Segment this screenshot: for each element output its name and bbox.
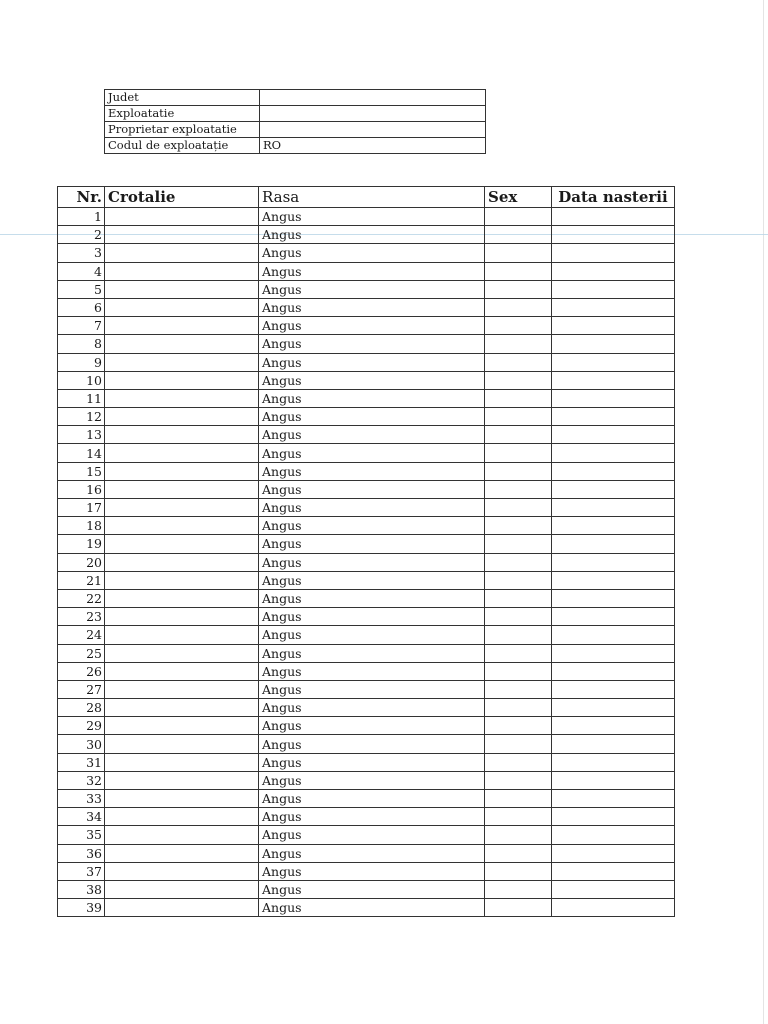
row-number: 11 — [58, 389, 105, 407]
data-nasterii-cell[interactable] — [552, 499, 675, 517]
row-number: 6 — [58, 298, 105, 316]
row-number: 27 — [58, 680, 105, 698]
table-row — [58, 626, 675, 644]
farm-info-row — [105, 106, 486, 122]
table-row — [58, 208, 675, 226]
rasa-cell: Angus — [259, 408, 485, 426]
sex-cell[interactable] — [485, 826, 552, 844]
crotalie-cell[interactable] — [105, 790, 259, 808]
sex-cell[interactable] — [485, 317, 552, 335]
registry-header-row — [58, 187, 675, 208]
rasa-cell: Angus — [259, 735, 485, 753]
data-nasterii-cell[interactable] — [552, 862, 675, 880]
rasa-cell: Angus — [259, 244, 485, 262]
sex-cell[interactable] — [485, 426, 552, 444]
farm-info-label: Exploatatie — [105, 106, 260, 122]
farm-info-label: Proprietar exploatatie — [105, 122, 260, 138]
data-nasterii-cell[interactable] — [552, 790, 675, 808]
header-sex: Sex — [485, 187, 552, 208]
farm-info-table — [104, 89, 486, 154]
farm-info-label: Codul de exploatație — [105, 138, 260, 154]
data-nasterii-cell[interactable] — [552, 444, 675, 462]
row-number: 20 — [58, 553, 105, 571]
rasa-cell: Angus — [259, 826, 485, 844]
sex-cell[interactable] — [485, 226, 552, 244]
row-number: 39 — [58, 899, 105, 917]
data-nasterii-cell[interactable] — [552, 717, 675, 735]
rasa-cell: Angus — [259, 608, 485, 626]
rasa-cell: Angus — [259, 589, 485, 607]
row-number: 16 — [58, 480, 105, 498]
crotalie-cell[interactable] — [105, 244, 259, 262]
crotalie-cell[interactable] — [105, 335, 259, 353]
table-row — [58, 226, 675, 244]
farm-info-value-field[interactable]: RO — [260, 138, 486, 154]
table-row — [58, 444, 675, 462]
row-number: 18 — [58, 517, 105, 535]
data-nasterii-cell[interactable] — [552, 899, 675, 917]
data-nasterii-cell[interactable] — [552, 880, 675, 898]
rasa-cell: Angus — [259, 899, 485, 917]
rasa-cell: Angus — [259, 480, 485, 498]
rasa-cell: Angus — [259, 335, 485, 353]
data-nasterii-cell[interactable] — [552, 353, 675, 371]
table-row — [58, 644, 675, 662]
sex-cell[interactable] — [485, 699, 552, 717]
row-number: 8 — [58, 335, 105, 353]
rasa-cell: Angus — [259, 717, 485, 735]
crotalie-cell[interactable] — [105, 408, 259, 426]
rasa-cell: Angus — [259, 208, 485, 226]
sex-cell[interactable] — [485, 608, 552, 626]
rasa-cell: Angus — [259, 426, 485, 444]
row-number: 21 — [58, 571, 105, 589]
sex-cell[interactable] — [485, 444, 552, 462]
table-row — [58, 880, 675, 898]
row-number: 32 — [58, 771, 105, 789]
crotalie-cell[interactable] — [105, 608, 259, 626]
table-row — [58, 480, 675, 498]
crotalie-cell[interactable] — [105, 480, 259, 498]
rasa-cell: Angus — [259, 571, 485, 589]
crotalie-cell[interactable] — [105, 771, 259, 789]
row-number: 19 — [58, 535, 105, 553]
crotalie-cell[interactable] — [105, 462, 259, 480]
row-number: 1 — [58, 208, 105, 226]
data-nasterii-cell[interactable] — [552, 553, 675, 571]
table-row — [58, 462, 675, 480]
data-nasterii-cell[interactable] — [552, 280, 675, 298]
sex-cell[interactable] — [485, 862, 552, 880]
sex-cell[interactable] — [485, 208, 552, 226]
row-number: 37 — [58, 862, 105, 880]
data-nasterii-cell[interactable] — [552, 680, 675, 698]
sex-cell[interactable] — [485, 499, 552, 517]
rasa-cell: Angus — [259, 680, 485, 698]
row-number: 35 — [58, 826, 105, 844]
data-nasterii-cell[interactable] — [552, 389, 675, 407]
sex-cell[interactable] — [485, 680, 552, 698]
row-number: 33 — [58, 790, 105, 808]
data-nasterii-cell[interactable] — [552, 826, 675, 844]
table-row — [58, 662, 675, 680]
rasa-cell: Angus — [259, 280, 485, 298]
table-row — [58, 735, 675, 753]
rasa-cell: Angus — [259, 389, 485, 407]
row-number: 25 — [58, 644, 105, 662]
crotalie-cell[interactable] — [105, 699, 259, 717]
data-nasterii-cell[interactable] — [552, 753, 675, 771]
data-nasterii-cell[interactable] — [552, 298, 675, 316]
row-number: 24 — [58, 626, 105, 644]
sex-cell[interactable] — [485, 553, 552, 571]
rasa-cell: Angus — [259, 790, 485, 808]
rasa-cell: Angus — [259, 262, 485, 280]
sex-cell[interactable] — [485, 462, 552, 480]
crotalie-cell[interactable] — [105, 535, 259, 553]
table-row — [58, 699, 675, 717]
table-row — [58, 571, 675, 589]
table-row — [58, 790, 675, 808]
table-row — [58, 680, 675, 698]
sex-cell[interactable] — [485, 535, 552, 553]
data-nasterii-cell[interactable] — [552, 480, 675, 498]
sex-cell[interactable] — [485, 644, 552, 662]
data-nasterii-cell[interactable] — [552, 226, 675, 244]
rasa-cell: Angus — [259, 371, 485, 389]
header-nr: Nr. — [58, 187, 105, 208]
table-row — [58, 844, 675, 862]
crotalie-cell[interactable] — [105, 298, 259, 316]
row-number: 36 — [58, 844, 105, 862]
data-nasterii-cell[interactable] — [552, 535, 675, 553]
crotalie-cell[interactable] — [105, 499, 259, 517]
farm-info-value-field[interactable] — [260, 122, 486, 138]
crotalie-cell[interactable] — [105, 226, 259, 244]
data-nasterii-cell[interactable] — [552, 608, 675, 626]
table-row — [58, 335, 675, 353]
farm-info-label: Judet — [105, 90, 260, 106]
data-nasterii-cell[interactable] — [552, 644, 675, 662]
row-number: 26 — [58, 662, 105, 680]
table-row — [58, 371, 675, 389]
table-row — [58, 862, 675, 880]
sex-cell[interactable] — [485, 480, 552, 498]
crotalie-cell[interactable] — [105, 899, 259, 917]
row-number: 12 — [58, 408, 105, 426]
rasa-cell: Angus — [259, 862, 485, 880]
rasa-cell: Angus — [259, 808, 485, 826]
sex-cell[interactable] — [485, 335, 552, 353]
data-nasterii-cell[interactable] — [552, 517, 675, 535]
farm-info-value-field[interactable] — [260, 90, 486, 106]
table-row — [58, 553, 675, 571]
header-data-nasterii: Data nasterii — [552, 187, 675, 208]
data-nasterii-cell[interactable] — [552, 589, 675, 607]
row-number: 17 — [58, 499, 105, 517]
table-row — [58, 317, 675, 335]
farm-info-value-field[interactable] — [260, 106, 486, 122]
row-number: 2 — [58, 226, 105, 244]
data-nasterii-cell[interactable] — [552, 317, 675, 335]
table-row — [58, 535, 675, 553]
data-nasterii-cell[interactable] — [552, 844, 675, 862]
rasa-cell: Angus — [259, 499, 485, 517]
sex-cell[interactable] — [485, 735, 552, 753]
farm-info-body — [105, 90, 486, 154]
crotalie-cell[interactable] — [105, 880, 259, 898]
crotalie-cell[interactable] — [105, 844, 259, 862]
crotalie-cell[interactable] — [105, 735, 259, 753]
crotalie-cell[interactable] — [105, 644, 259, 662]
table-row — [58, 589, 675, 607]
sex-cell[interactable] — [485, 790, 552, 808]
row-number: 15 — [58, 462, 105, 480]
page-edge — [763, 0, 764, 1024]
sex-cell[interactable] — [485, 844, 552, 862]
data-nasterii-cell[interactable] — [552, 208, 675, 226]
sex-cell[interactable] — [485, 371, 552, 389]
row-number: 4 — [58, 262, 105, 280]
data-nasterii-cell[interactable] — [552, 626, 675, 644]
row-number: 38 — [58, 880, 105, 898]
table-row — [58, 244, 675, 262]
row-number: 22 — [58, 589, 105, 607]
table-row — [58, 608, 675, 626]
sex-cell[interactable] — [485, 280, 552, 298]
crotalie-cell[interactable] — [105, 444, 259, 462]
sex-cell[interactable] — [485, 389, 552, 407]
rasa-cell: Angus — [259, 462, 485, 480]
row-number: 28 — [58, 699, 105, 717]
crotalie-cell[interactable] — [105, 753, 259, 771]
sex-cell[interactable] — [485, 244, 552, 262]
crotalie-cell[interactable] — [105, 208, 259, 226]
rasa-cell: Angus — [259, 298, 485, 316]
data-nasterii-cell[interactable] — [552, 426, 675, 444]
rasa-cell: Angus — [259, 699, 485, 717]
sex-cell[interactable] — [485, 880, 552, 898]
data-nasterii-cell[interactable] — [552, 662, 675, 680]
crotalie-cell[interactable] — [105, 517, 259, 535]
rasa-cell: Angus — [259, 535, 485, 553]
table-row — [58, 771, 675, 789]
row-number: 5 — [58, 280, 105, 298]
table-row — [58, 389, 675, 407]
crotalie-cell[interactable] — [105, 571, 259, 589]
table-row — [58, 753, 675, 771]
data-nasterii-cell[interactable] — [552, 371, 675, 389]
animal-registry-table — [57, 186, 675, 917]
data-nasterii-cell[interactable] — [552, 771, 675, 789]
sex-cell[interactable] — [485, 899, 552, 917]
rasa-cell: Angus — [259, 317, 485, 335]
crotalie-cell[interactable] — [105, 680, 259, 698]
sex-cell[interactable] — [485, 717, 552, 735]
rasa-cell: Angus — [259, 444, 485, 462]
row-number: 31 — [58, 753, 105, 771]
rasa-cell: Angus — [259, 517, 485, 535]
row-number: 34 — [58, 808, 105, 826]
data-nasterii-cell[interactable] — [552, 262, 675, 280]
crotalie-cell[interactable] — [105, 371, 259, 389]
row-number: 10 — [58, 371, 105, 389]
crotalie-cell[interactable] — [105, 553, 259, 571]
sex-cell[interactable] — [485, 571, 552, 589]
rasa-cell: Angus — [259, 880, 485, 898]
row-number: 9 — [58, 353, 105, 371]
table-row — [58, 298, 675, 316]
rasa-cell: Angus — [259, 753, 485, 771]
rasa-cell: Angus — [259, 644, 485, 662]
crotalie-cell[interactable] — [105, 426, 259, 444]
sex-cell[interactable] — [485, 589, 552, 607]
row-number: 14 — [58, 444, 105, 462]
crotalie-cell[interactable] — [105, 808, 259, 826]
table-row — [58, 517, 675, 535]
data-nasterii-cell[interactable] — [552, 699, 675, 717]
farm-info-row — [105, 90, 486, 106]
crotalie-cell[interactable] — [105, 317, 259, 335]
sex-cell[interactable] — [485, 808, 552, 826]
row-number: 13 — [58, 426, 105, 444]
row-number: 30 — [58, 735, 105, 753]
sex-cell[interactable] — [485, 662, 552, 680]
sex-cell[interactable] — [485, 517, 552, 535]
rasa-cell: Angus — [259, 662, 485, 680]
table-row — [58, 353, 675, 371]
row-number: 29 — [58, 717, 105, 735]
table-row — [58, 280, 675, 298]
crotalie-cell[interactable] — [105, 589, 259, 607]
rasa-cell: Angus — [259, 353, 485, 371]
rasa-cell: Angus — [259, 553, 485, 571]
sex-cell[interactable] — [485, 753, 552, 771]
table-row — [58, 408, 675, 426]
sex-cell[interactable] — [485, 408, 552, 426]
header-rasa: Rasa — [259, 187, 485, 208]
sex-cell[interactable] — [485, 298, 552, 316]
sex-cell[interactable] — [485, 262, 552, 280]
sex-cell[interactable] — [485, 626, 552, 644]
rasa-cell: Angus — [259, 226, 485, 244]
data-nasterii-cell[interactable] — [552, 808, 675, 826]
crotalie-cell[interactable] — [105, 353, 259, 371]
data-nasterii-cell[interactable] — [552, 408, 675, 426]
crotalie-cell[interactable] — [105, 626, 259, 644]
data-nasterii-cell[interactable] — [552, 244, 675, 262]
header-crotalie: Crotalie — [105, 187, 259, 208]
crotalie-cell[interactable] — [105, 280, 259, 298]
row-number: 7 — [58, 317, 105, 335]
data-nasterii-cell[interactable] — [552, 335, 675, 353]
table-row — [58, 262, 675, 280]
rasa-cell: Angus — [259, 626, 485, 644]
farm-info-row — [105, 122, 486, 138]
farm-info-row — [105, 138, 486, 154]
sex-cell[interactable] — [485, 771, 552, 789]
table-row — [58, 826, 675, 844]
table-row — [58, 808, 675, 826]
rasa-cell: Angus — [259, 771, 485, 789]
row-number: 3 — [58, 244, 105, 262]
rasa-cell: Angus — [259, 844, 485, 862]
table-row — [58, 499, 675, 517]
data-nasterii-cell[interactable] — [552, 735, 675, 753]
sex-cell[interactable] — [485, 353, 552, 371]
table-row — [58, 899, 675, 917]
crotalie-cell[interactable] — [105, 862, 259, 880]
registry-body — [58, 208, 675, 917]
table-row — [58, 717, 675, 735]
crotalie-cell[interactable] — [105, 389, 259, 407]
data-nasterii-cell[interactable] — [552, 462, 675, 480]
row-number: 23 — [58, 608, 105, 626]
crotalie-cell[interactable] — [105, 262, 259, 280]
crotalie-cell[interactable] — [105, 662, 259, 680]
table-row — [58, 426, 675, 444]
crotalie-cell[interactable] — [105, 826, 259, 844]
data-nasterii-cell[interactable] — [552, 571, 675, 589]
crotalie-cell[interactable] — [105, 717, 259, 735]
